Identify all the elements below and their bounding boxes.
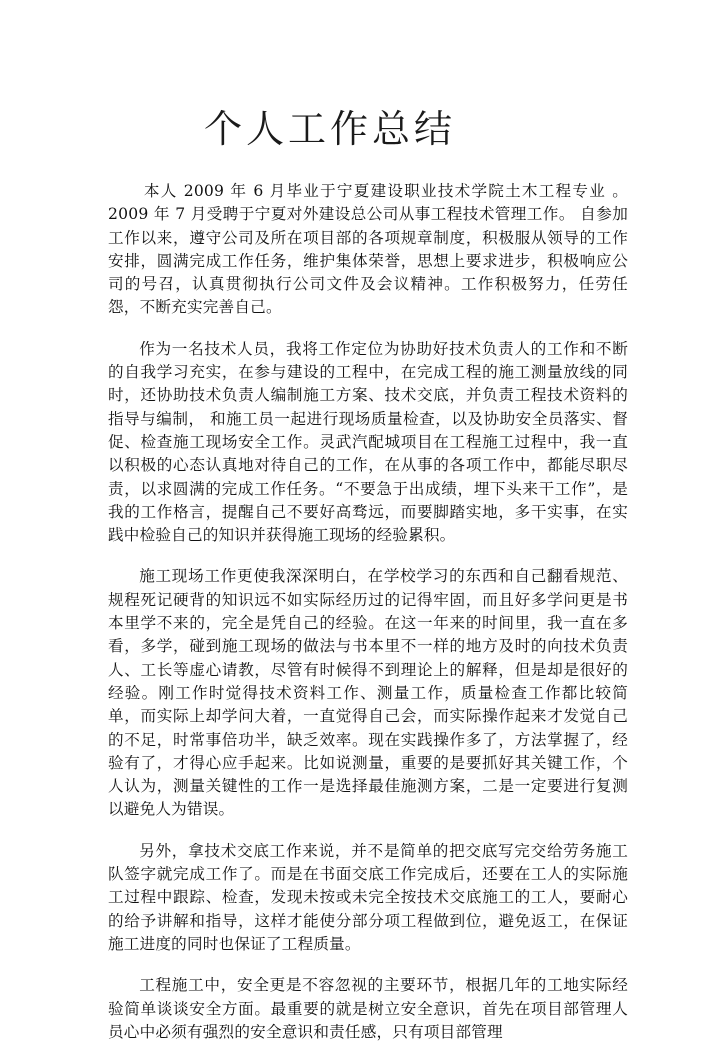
paragraph-safety: 工程施工中，安全更是不容忽视的主要环节，根据几年的工地实际经验简单谈谈安全方面。最重要的就是树立安全意识，首先在项目部管理人员心中必须有强烈的安全意识和责任感，只有项目部管理 xyxy=(108,976,628,1041)
document-title: 个人工作总结 xyxy=(203,107,456,151)
paragraph-technician-role: 作为一名技术人员，我将工作定位为协助好技术负责人的工作和不断的自我学习充实，在参与建设的工程中，在完成工程的施工测量放线的同时，还协助技术负责人编制施工方案、技术交底，并负责工程技术资料的指导与编制， 和施工员一起进行现场质量检查，以及协助安全员落实、督促、检查施工现场安全工作。灵武汽配城项目在工程施工过程中，我一直以积极的心态认真地对待自己的工作，在从事的各项工作中，都能尽职尽责，以求圆满的完成工作任务。“不要急于出成绩，埋下头来干工作”，是我的工作格言，提醒自己不要好高骛远，而要脚踏实地，多干实事，在实践中检验自己的知识并获得施工现场的经验累积。 xyxy=(108,339,628,545)
paragraph-graduation: 本人 2009 年 6 月毕业于宁夏建设职业技术学院土木工程专业 。2009 年 7 月受聘于宁夏对外建设总公司从事工程技术管理工作。 自参加工作以来，遵守公司及所在项目部的各项规章制度，积极服从领导的工作安排，圆满完成工作任务，维护集体荣誉，思想上要求进步，积极响应公司的号召，认真贯彻执行公司文件及会议精神。工作积极努力，任劳任怨，不断充实完善自己。 xyxy=(108,182,628,317)
paragraph-site-experience: 施工现场工作更使我深深明白，在学校学习的东西和自己翻看规范、规程死记硬背的知识远不如实际经历过的记得牢固，而且好多学问更是书本里学不来的，完全是凭自己的经验。在这一年来的时间里，我一直在多看，多学，碰到施工现场的做法与书本里不一样的地方及时的向技术负责人、工长等虚心请教，尽管有时候得不到理论上的解释，但是却是很好的经验。刚工作时觉得技术资料工作、测量工作，质量检查工作都比较简单，而实际上却学问大着，一直觉得自己会，而实际操作起来才发觉自己的不足，时常事倍功半，缺乏效率。现在实践操作多了，方法掌握了，经验有了，才得心应手起来。比如说测量，重要的是要抓好其关键工作，个人认为，测量关键性的工作一是选择最佳施测方案，二是一定要进行复测以避免人为错误。 xyxy=(108,567,628,819)
paragraph-technical-disclosure: 另外，拿技术交底工作来说，并不是简单的把交底写完交给劳务施工队签字就完成工作了。而是在书面交底工作完成后，还要在工人的实际施工过程中跟踪、检查，发现未按或未完全按技术交底施工的工人，要耐心的给予讲解和指导，这样才能使分部分项工程做到位，避免返工，在保证施工进度的同时也保证了工程质量。 xyxy=(108,841,628,953)
document-body xyxy=(108,180,628,1062)
